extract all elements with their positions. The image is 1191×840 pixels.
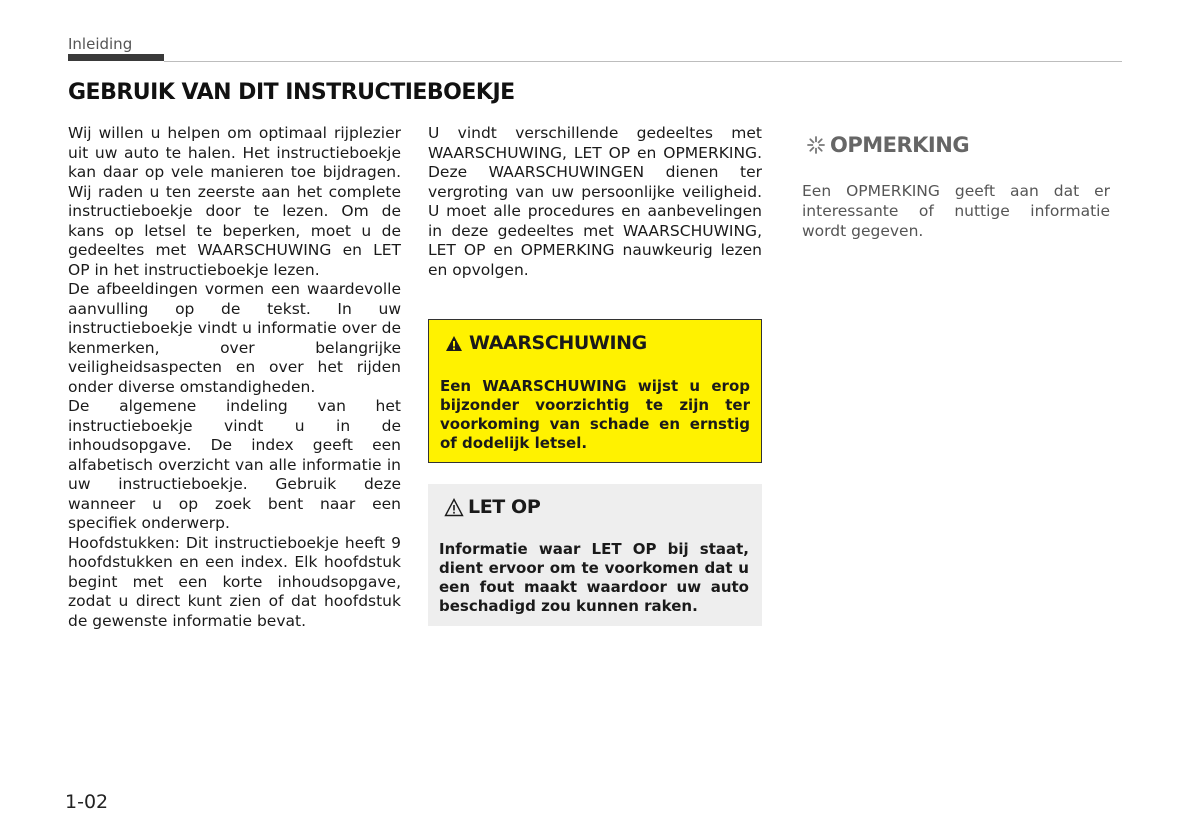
caution-text: Informatie waar LET OP bij staat, dient ervoor om te voorkomen dat u een fout maakt waardoor uw auto beschadigd zou kunnen raken. bbox=[439, 540, 749, 615]
warning-heading bbox=[445, 332, 647, 354]
paragraph-intro: Wij willen u helpen om optimaal rijplezier uit uw auto te halen. Het instructieboekje kan daar op vele manieren toe bijdragen. Wij raden u ten zeerste aan het complete instructieboekje door te lezen. Om de kans op letsel te beperken, moet u de gedeeltes met WAARSCHUWING en LET OP in het instructieboekje lezen. bbox=[68, 124, 401, 279]
paragraph-images: De afbeeldingen vormen een waardevolle aanvulling op de tekst. In uw instructieboekje vindt u informatie over de kenmerken, over belangrijke veiligheidsaspecten en over het rijden onder diverse omstandigheden. bbox=[68, 280, 401, 396]
page-title: GEBRUIK VAN DIT INSTRUCTIEBOEKJE bbox=[68, 80, 515, 105]
note-text: Een OPMERKING geeft aan dat er interessante of nuttige informatie wordt gegeven. bbox=[802, 182, 1110, 240]
warning-triangle-icon bbox=[445, 335, 463, 352]
header-bar bbox=[68, 54, 164, 61]
header-rule bbox=[164, 61, 1122, 62]
paragraph-chapters: Hoofdstukken: Dit instructieboekje heeft 9 hoofdstukken en een index. Elk hoofdstuk begint met een korte inhoudsopgave, zodat u direct kunt zien of dat hoofdstuk de gewenste informatie bevat. bbox=[68, 533, 401, 630]
column-left bbox=[68, 124, 401, 631]
warning-box bbox=[428, 319, 762, 463]
asterisk-icon bbox=[806, 135, 826, 155]
caution-title: LET OP bbox=[468, 496, 541, 518]
paragraph-sections: U vindt verschillende gedeeltes met WAARSCHUWING, LET OP en OPMERKING. Deze WAARSCHUWINGEN dienen ter vergroting van uw persoonlijke veiligheid. U moet alle procedures en aanbevelingen in deze gedeeltes met WAARSCHUWING, LET OP en OPMERKING nauwkeurig lezen en opvolgen. bbox=[428, 124, 762, 279]
note-title: OPMERKING bbox=[830, 133, 970, 157]
column-middle bbox=[428, 124, 762, 280]
warning-title: WAARSCHUWING bbox=[469, 332, 647, 354]
note-heading bbox=[806, 133, 969, 157]
section-label: Inleiding bbox=[68, 35, 133, 53]
caution-box bbox=[428, 484, 762, 626]
page-number: 1-02 bbox=[65, 791, 109, 813]
caution-triangle-icon bbox=[444, 498, 464, 517]
warning-text: Een WAARSCHUWING wijst u erop bijzonder voorzichtig te zijn ter voorkoming van schade en ernstig of dodelijk letsel. bbox=[440, 377, 750, 452]
paragraph-structure: De algemene indeling van het instructieboekje vindt u in de inhoudsopgave. De index geeft een alfabetisch overzicht van alle informatie in uw instructieboekje. Gebruik deze wanneer u op zoek bent naar een specifiek onderwerp. bbox=[68, 397, 401, 532]
caution-heading bbox=[444, 496, 540, 518]
